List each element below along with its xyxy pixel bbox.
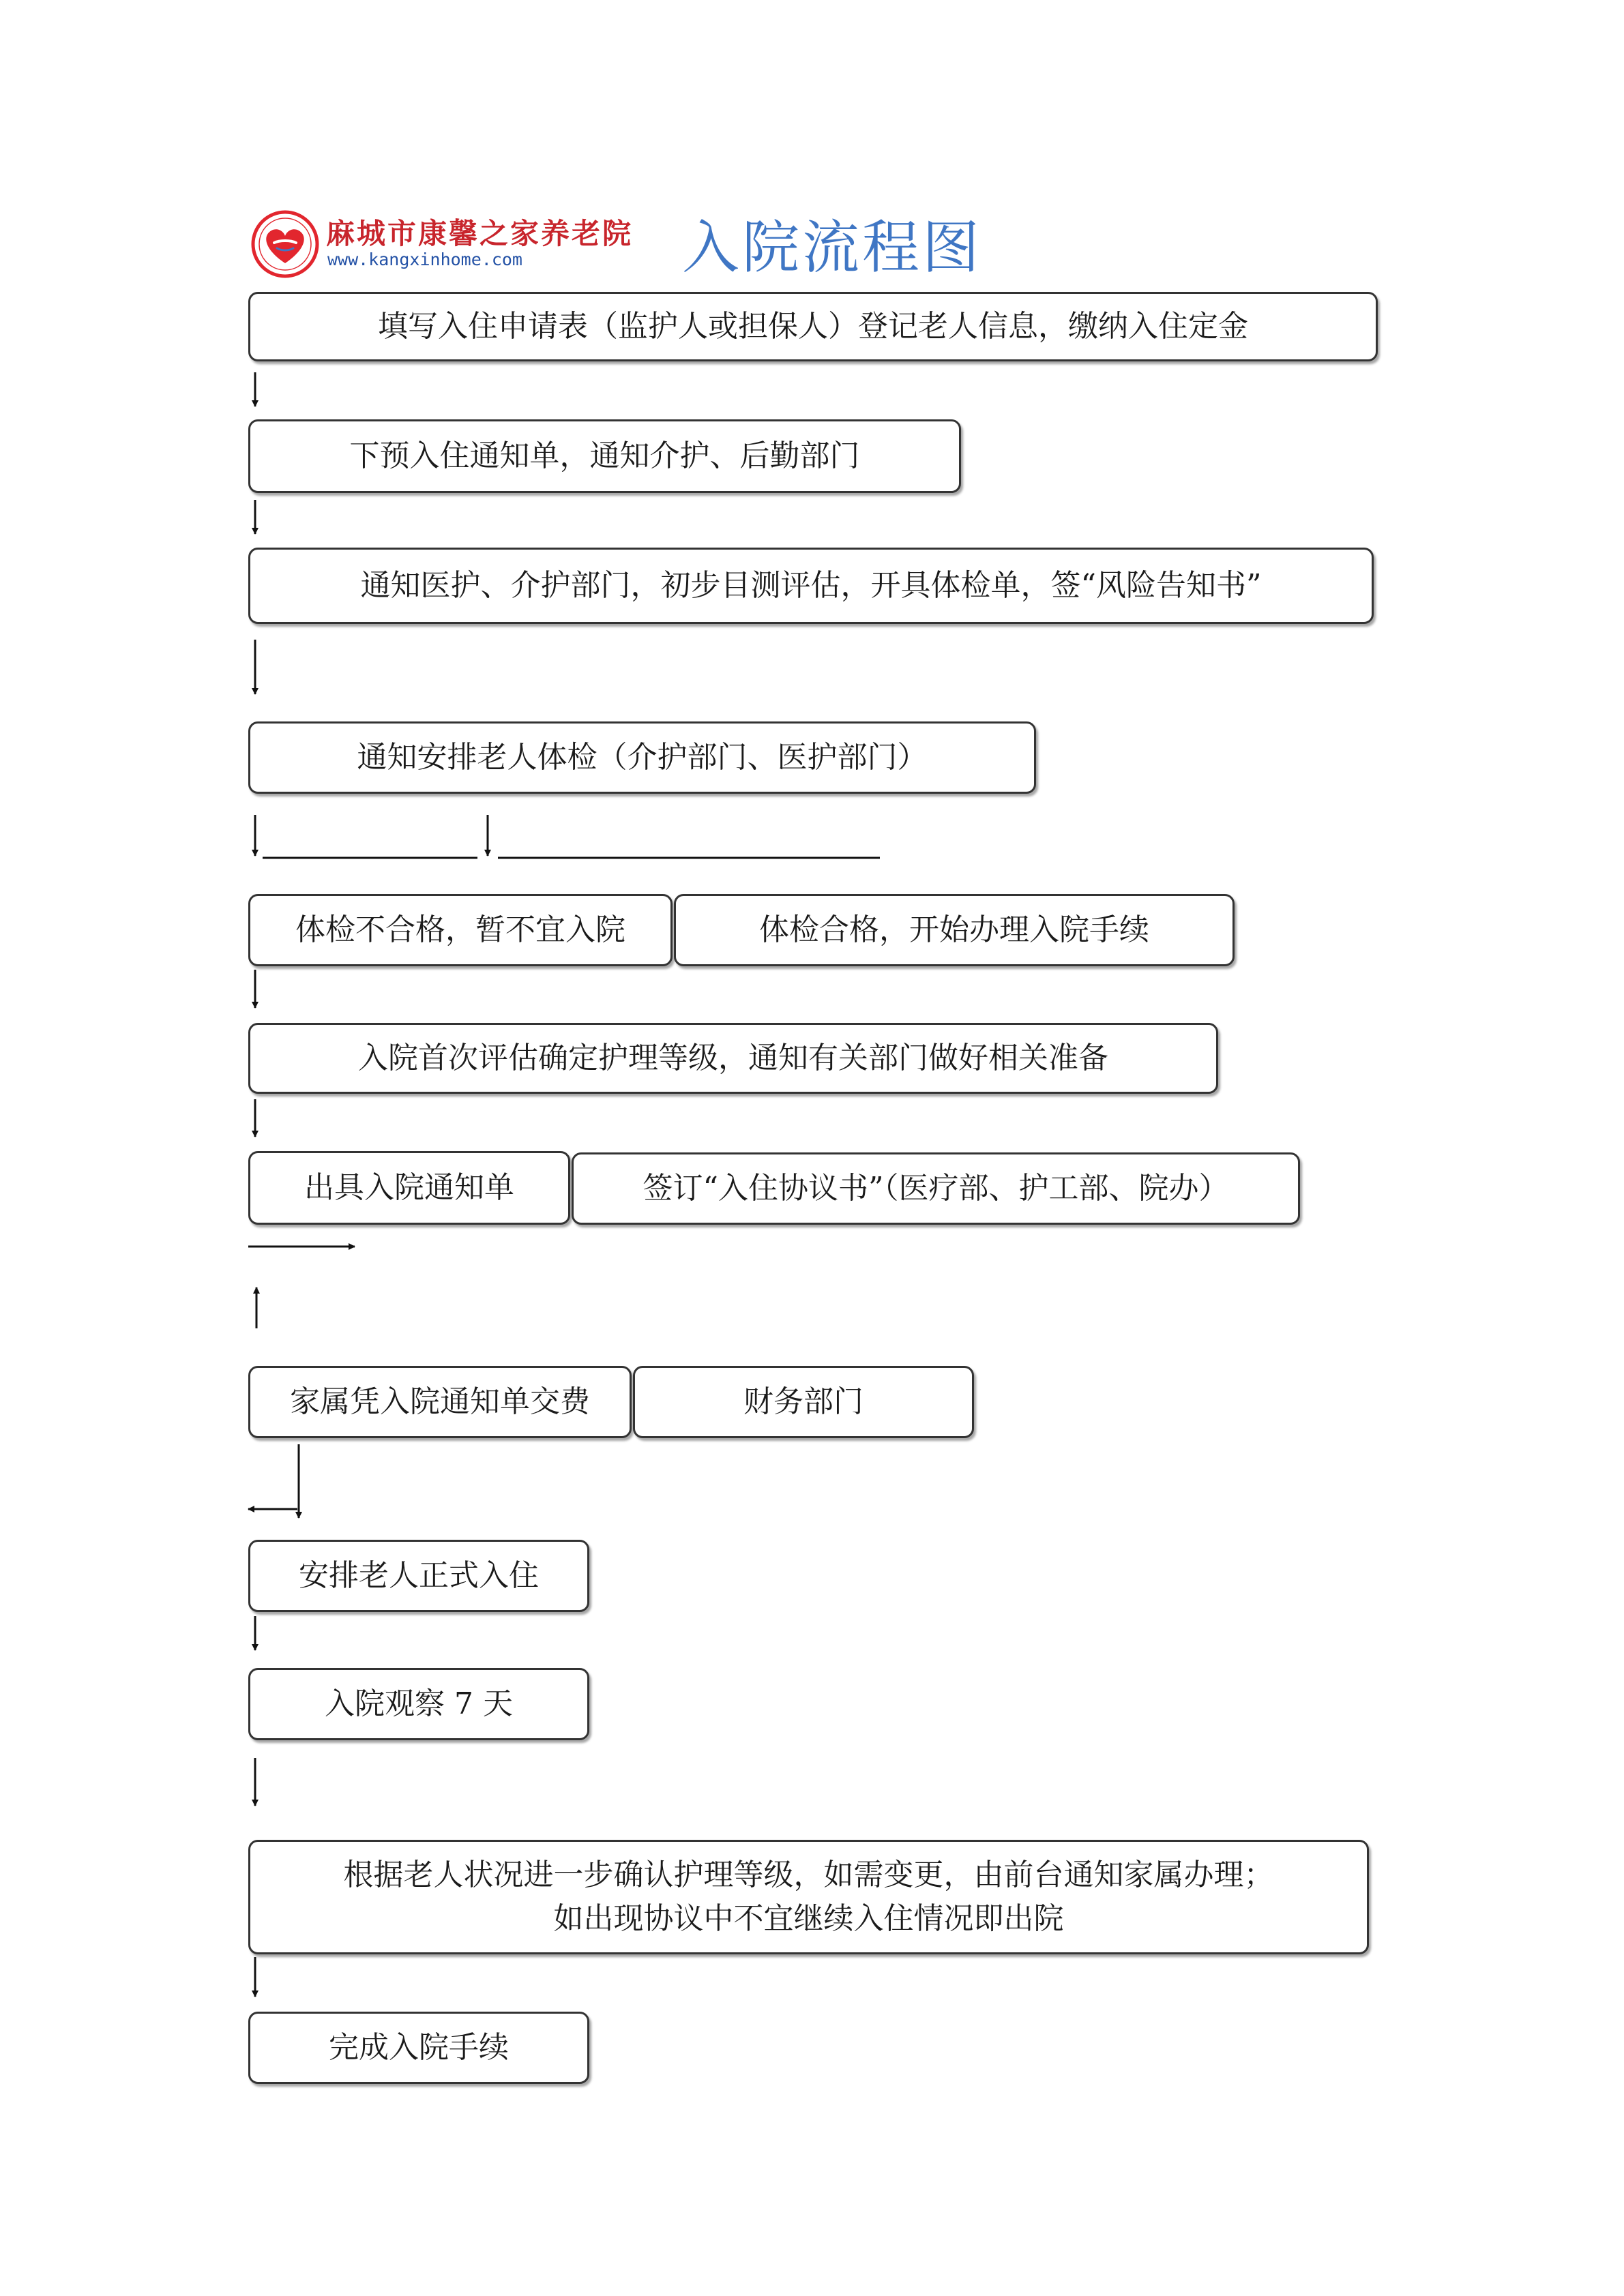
step-complete-label: 完成入院手续 bbox=[329, 2030, 509, 2066]
step-pre-admission-notice bbox=[248, 419, 961, 493]
step-application-label: 填写入住申请表（监护人或担保人）登记老人信息，缴纳入住定金 bbox=[378, 309, 1248, 344]
org-url: www.kangxinhome.com bbox=[327, 250, 522, 269]
step-official-checkin bbox=[248, 1540, 589, 1612]
step-confirm-care-level-line1: 根据老人状况进一步确认护理等级，如需变更，由前台通知家属办理； bbox=[343, 1858, 1274, 1893]
step-observation-label: 入院观察 7 天 bbox=[325, 1686, 513, 1722]
step-observation bbox=[248, 1668, 589, 1740]
step-first-evaluation bbox=[248, 1023, 1218, 1094]
step-initial-assessment bbox=[248, 548, 1374, 624]
step-sign-agreement bbox=[572, 1152, 1300, 1225]
step-family-payment-label: 家属凭入院通知单交费 bbox=[290, 1384, 590, 1420]
step-arrange-checkup-label: 通知安排老人体检（介护部门、医护部门） bbox=[357, 740, 928, 775]
page-title: 入院流程图 bbox=[682, 214, 983, 281]
step-arrange-checkup bbox=[248, 721, 1036, 794]
step-finance-department-label: 财务部门 bbox=[743, 1384, 863, 1420]
step-finance-department bbox=[633, 1366, 974, 1438]
step-pre-admission-notice-label: 下预入住通知单，通知介护、后勤部门 bbox=[349, 438, 860, 474]
step-confirm-care-level-line2: 如出现协议中不宜继续入住情况即出院 bbox=[553, 1901, 1064, 1936]
step-checkup-failed bbox=[248, 894, 673, 966]
step-admission-notice-label: 出具入院通知单 bbox=[304, 1170, 514, 1206]
step-admission-notice bbox=[248, 1151, 570, 1225]
step-confirm-care-level-text bbox=[344, 1853, 1274, 1941]
step-application bbox=[248, 292, 1378, 361]
step-checkup-failed-label: 体检不合格，暂不宜入院 bbox=[295, 912, 625, 948]
step-family-payment bbox=[248, 1366, 632, 1438]
step-official-checkin-label: 安排老人正式入住 bbox=[299, 1558, 539, 1594]
step-checkup-passed-label: 体检合格，开始办理入院手续 bbox=[759, 912, 1149, 948]
step-checkup-passed bbox=[674, 894, 1235, 966]
step-complete bbox=[248, 2012, 589, 2084]
step-initial-assessment-label: 通知医护、介护部门，初步目测评估，开具体检单，签“风险告知书” bbox=[360, 568, 1262, 603]
step-first-evaluation-label: 入院首次评估确定护理等级，通知有关部门做好相关准备 bbox=[358, 1041, 1108, 1076]
org-name: 麻城市康馨之家养老院 bbox=[326, 217, 634, 250]
step-confirm-care-level bbox=[248, 1840, 1369, 1954]
step-sign-agreement-label: 签订“入住协议书”（医疗部、护工部、院办） bbox=[643, 1171, 1229, 1206]
